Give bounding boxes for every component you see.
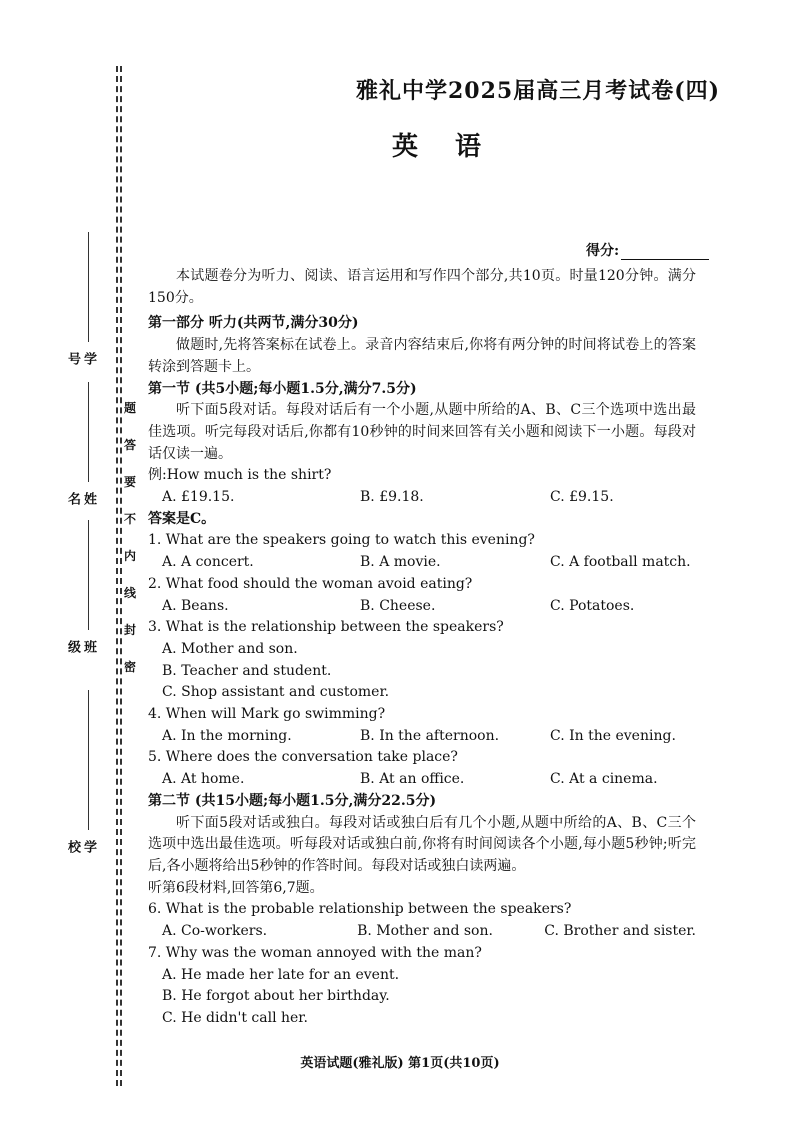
option-c: C. He didn't call her. bbox=[162, 1009, 308, 1026]
question-5: 5. Where does the conversation take place? bbox=[148, 749, 458, 766]
option-b: B. Mother and son. bbox=[357, 923, 493, 940]
margin-fill-line bbox=[88, 690, 89, 830]
seal-char: 内 bbox=[123, 549, 136, 563]
option-a: A. In the morning. bbox=[162, 727, 292, 744]
score-label: 得分: bbox=[586, 243, 620, 259]
question-5-options bbox=[148, 769, 696, 791]
subject-title: 英 语 bbox=[392, 132, 496, 162]
seal-char: 答 bbox=[123, 438, 136, 452]
option-b: B. £9.18. bbox=[360, 489, 424, 506]
seal-char: 要 bbox=[123, 475, 136, 489]
option-c: C. Shop assistant and customer. bbox=[162, 684, 390, 701]
section1-heading: 第一节 (共5小题;每小题1.5分,满分7.5分) bbox=[148, 380, 417, 397]
score-blank bbox=[621, 245, 709, 260]
option-b: B. Cheese. bbox=[360, 597, 436, 614]
margin-fill-line bbox=[88, 520, 89, 630]
option-c: C. In the evening. bbox=[550, 727, 676, 744]
margin-field-label: 姓 名 bbox=[65, 492, 96, 505]
binding-dashed-line bbox=[116, 66, 118, 1086]
question-2: 2. What food should the woman avoid eating? bbox=[148, 575, 473, 592]
question-6: 6. What is the probable relationship between the speakers? bbox=[148, 901, 572, 918]
seal-char: 线 bbox=[123, 586, 136, 600]
question-6-options bbox=[148, 921, 696, 943]
question-1: 1. What are the speakers going to watch this evening? bbox=[148, 532, 535, 549]
example-answer: 答案是C。 bbox=[148, 510, 216, 527]
section2-instructions: 听下面5段对话或独白。每段对话或独白后有几个小题,从题中所给的A、B、C三个选项中选出最佳选项。听每段对话或独白前,你将有时间阅读各个小题,每小题5秒钟;听完后,各小题将给出5秒钟的作答时间。每段对话或独白读两遍。 bbox=[148, 814, 696, 874]
option-a: A. At home. bbox=[162, 771, 245, 788]
exam-content bbox=[148, 266, 696, 1030]
margin-fill-line bbox=[88, 232, 89, 342]
option-c: C. A football match. bbox=[550, 554, 691, 571]
option-b: B. Teacher and student. bbox=[162, 662, 332, 679]
question-3: 3. What is the relationship between the speakers? bbox=[148, 619, 504, 636]
option-b: B. A movie. bbox=[360, 554, 441, 571]
margin-field-label: 学 校 bbox=[65, 840, 96, 853]
option-c: C. £9.15. bbox=[550, 489, 614, 506]
part1-instructions: 做题时,先将答案标在试卷上。录音内容结束后,你将有两分钟的时间将试卷上的答案转涂到答题卡上。 bbox=[148, 337, 696, 375]
seal-char: 密 bbox=[123, 660, 136, 674]
intro-text: 本试题卷分为听力、阅读、语言运用和写作四个部分,共10页。时量120分钟。满分150分。 bbox=[148, 268, 696, 306]
material-note: 听第6段材料,回答第6,7题。 bbox=[148, 879, 324, 896]
exam-title: 雅礼中学2025届高三月考试卷(四) bbox=[356, 78, 721, 104]
margin-field-label: 班 级 bbox=[65, 640, 96, 653]
seal-char: 不 bbox=[123, 512, 136, 526]
option-a: A. A concert. bbox=[162, 554, 254, 571]
example-question: 例:How much is the shirt? bbox=[148, 467, 332, 484]
section1-instructions: 听下面5段对话。每段对话后有一个小题,从题中所给的A、B、C三个选项中选出最佳选项。听完每段对话后,你都有10秒钟的时间来回答有关小题和阅读下一小题。每段对话仅读一遍。 bbox=[148, 402, 696, 462]
option-a: A. He made her late for an event. bbox=[162, 966, 400, 983]
option-c: C. Potatoes. bbox=[550, 597, 635, 614]
question-1-options bbox=[148, 552, 696, 574]
option-a: A. Mother and son. bbox=[162, 640, 298, 657]
example-options bbox=[148, 487, 696, 509]
question-7: 7. Why was the woman annoyed with the man? bbox=[148, 944, 482, 961]
seal-char: 题 bbox=[123, 401, 136, 415]
margin-field-label: 学 号 bbox=[65, 352, 96, 365]
question-2-options bbox=[148, 596, 696, 618]
option-b: B. In the afternoon. bbox=[360, 727, 500, 744]
option-a: A. £19.15. bbox=[162, 489, 235, 506]
option-a: A. Co-workers. bbox=[162, 923, 268, 940]
option-c: C. Brother and sister. bbox=[544, 923, 696, 940]
score-field bbox=[586, 240, 709, 260]
option-c: C. At a cinema. bbox=[550, 771, 658, 788]
option-b: B. He forgot about her birthday. bbox=[162, 988, 390, 1005]
margin-fill-line bbox=[88, 382, 89, 482]
seal-char: 封 bbox=[123, 623, 136, 637]
question-4: 4. When will Mark go swimming? bbox=[148, 706, 386, 723]
binding-dashed-line-inner bbox=[120, 66, 122, 1086]
page-footer: 英语试题(雅礼版) 第1页(共10页) bbox=[300, 1056, 500, 1071]
section2-heading: 第二节 (共15小题;每小题1.5分,满分22.5分) bbox=[148, 792, 437, 809]
option-a: A. Beans. bbox=[162, 597, 229, 614]
option-b: B. At an office. bbox=[360, 771, 465, 788]
question-4-options bbox=[148, 726, 696, 748]
part1-heading: 第一部分 听力(共两节,满分30分) bbox=[148, 315, 359, 332]
